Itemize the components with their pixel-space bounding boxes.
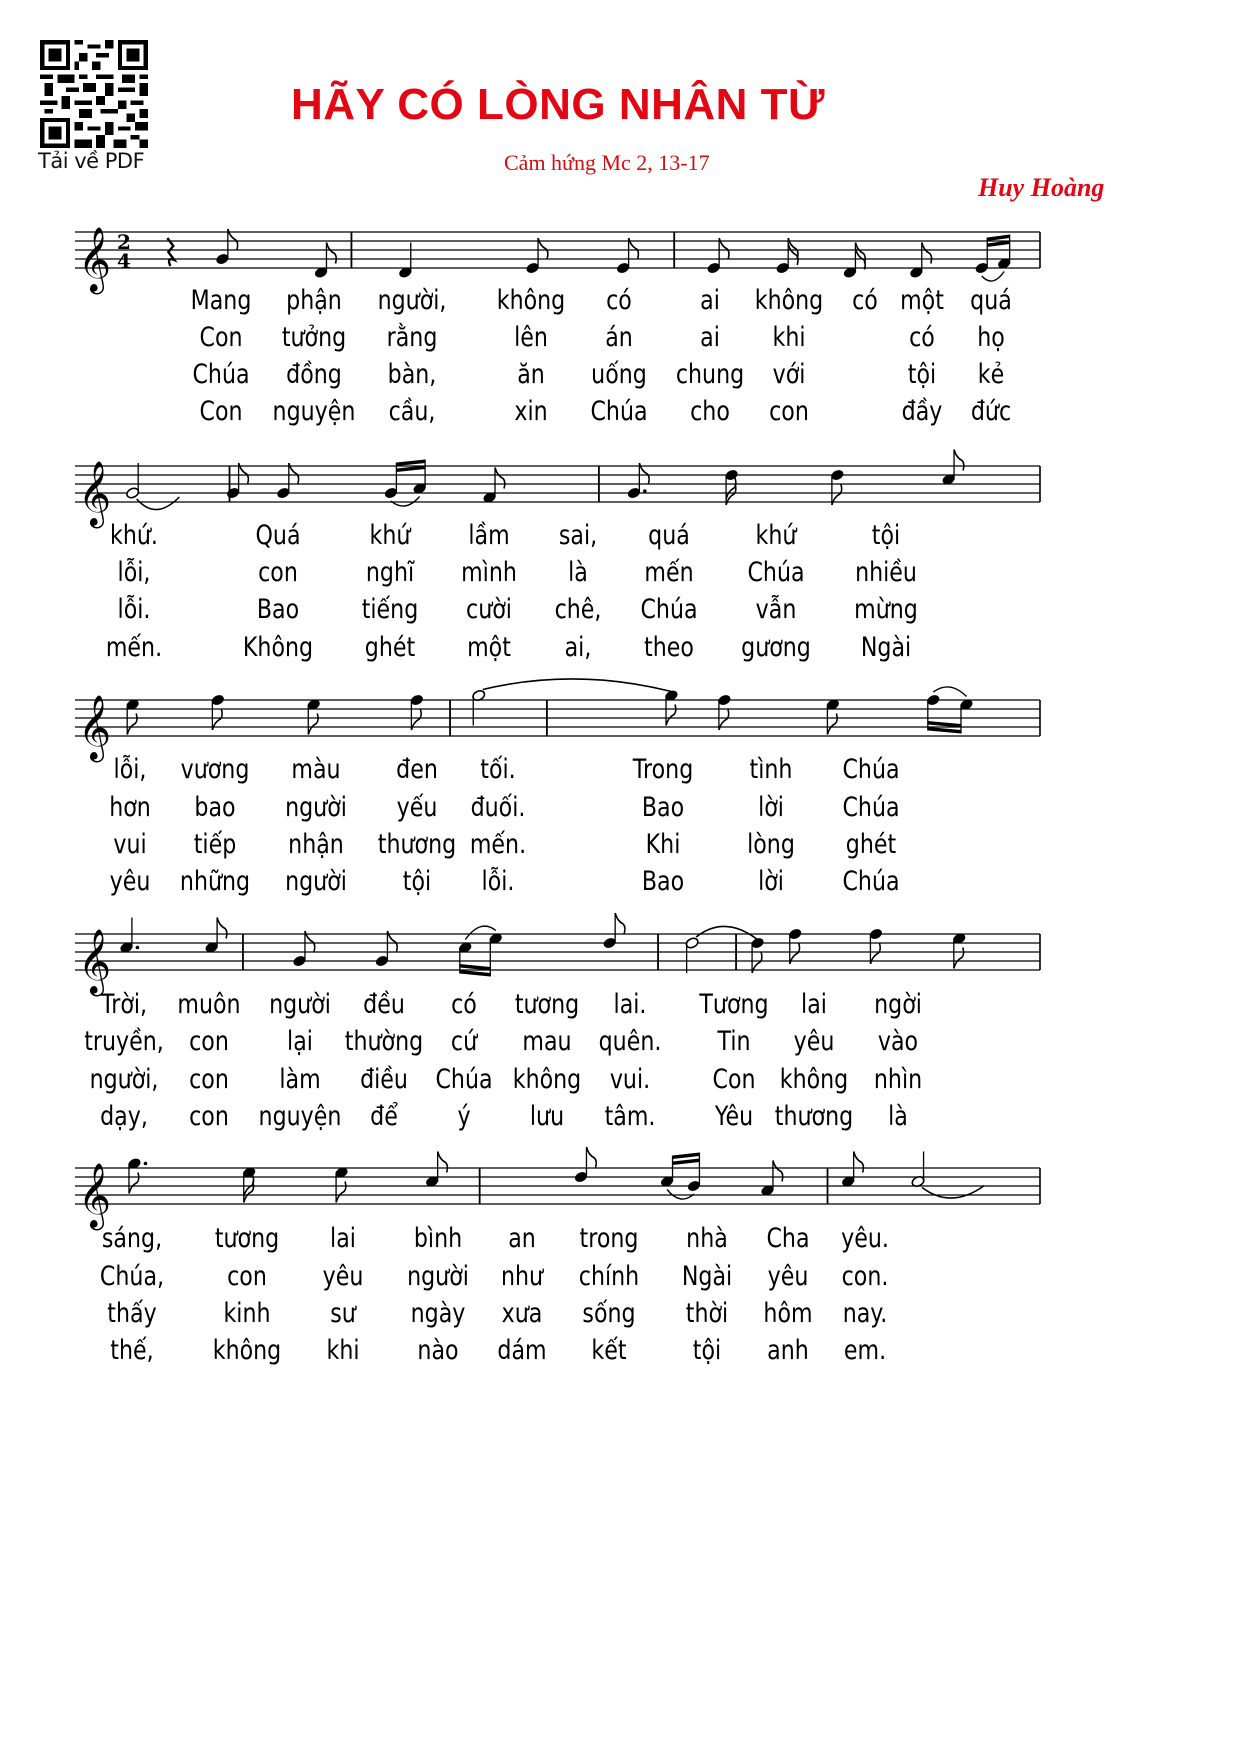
lyric-syllable: con [769, 396, 809, 427]
lyric-syllable: tâm. [604, 1101, 656, 1132]
lyric-syllable: Chúa, [99, 1261, 164, 1292]
lyric-syllable: Trong [632, 754, 693, 785]
lyric-syllable: Chúa [842, 866, 900, 897]
lyric-syllable: đầy [901, 396, 943, 427]
lyric-syllable: thấy [107, 1298, 157, 1329]
lyric-syllable: yếu [396, 792, 438, 823]
lyric-syllable: ai [700, 322, 720, 353]
lyric-syllable: màu [290, 754, 341, 785]
treble-clef-icon: 𝄞 [78, 461, 112, 526]
lyric-syllable: yêu. [841, 1223, 890, 1254]
lyric-syllable: mến. [469, 829, 526, 860]
lyric-syllable: bình [413, 1223, 462, 1254]
lyric-syllable: tối. [479, 754, 516, 785]
lyric-syllable: lên [513, 322, 548, 353]
lyric-syllable: quá [647, 520, 690, 551]
lyric-syllable: con [227, 1261, 268, 1292]
lyric-syllable: bàn, [388, 359, 437, 390]
lyric-syllable: ghét [364, 632, 416, 663]
lyric-syllable: chính [578, 1261, 639, 1292]
treble-clef-icon: 𝄞 [78, 227, 112, 292]
lyric-syllable: con. [841, 1261, 889, 1292]
lyric-syllable: con [189, 1101, 229, 1132]
lyric-syllable: người, [89, 1064, 159, 1095]
lyric-syllable: Con [199, 396, 243, 427]
lyric-syllable: có [852, 285, 879, 316]
lyric-syllable: đức [970, 396, 1011, 427]
lyric-syllable: ai [700, 285, 720, 316]
lyric-syllable: chê, [554, 594, 602, 625]
lyric-syllable: truyền, [83, 1026, 164, 1057]
lyric-syllable: phận [285, 285, 342, 316]
treble-clef-icon: 𝄞 [78, 695, 112, 760]
lyric-syllable: không [754, 285, 824, 316]
lyric-syllable: nhìn [874, 1064, 923, 1095]
lyric-syllable: Bao [256, 594, 300, 625]
lyric-syllable: sai, [559, 520, 598, 551]
lyric-syllable: khứ [369, 520, 411, 551]
lyric-syllable: thời [686, 1298, 729, 1329]
lyric-syllable: con [258, 557, 298, 588]
song-title: HÃY CÓ LÒNG NHÂN TỪ [290, 80, 826, 129]
lyric-syllable: vui. [610, 1064, 651, 1095]
download-pdf-label[interactable]: Tải về PDF [38, 149, 145, 173]
lyric-syllable: lưu [529, 1101, 565, 1132]
lyric-syllable: những [180, 866, 251, 897]
lyric-syllable: con [189, 1026, 229, 1057]
lyric-syllable: xin [514, 396, 548, 427]
lyric-syllable: nhà [686, 1223, 729, 1254]
lyric-syllable: Con [199, 322, 243, 353]
lyric-syllable: người [284, 792, 347, 823]
lyric-syllable: Chúa [590, 396, 648, 427]
lyric-syllable: Ngài [682, 1261, 733, 1292]
lyric-syllable: Bao [641, 792, 684, 823]
lyric-syllable: ghét [846, 829, 897, 860]
lyric-syllable: yêu [109, 866, 151, 897]
lyric-syllable: hơn [109, 792, 151, 823]
lyric-syllable: mến. [106, 632, 163, 663]
lyric-syllable: dạy, [99, 1101, 148, 1132]
lyric-syllable: lỗi. [118, 594, 151, 625]
lyric-syllable: vui [113, 829, 147, 860]
lyric-syllable: kinh [223, 1298, 271, 1329]
lyric-syllable: án [604, 322, 633, 353]
lyric-syllable: trong [579, 1223, 639, 1254]
lyric-syllable: Con [712, 1064, 756, 1095]
lyric-syllable: đồng [285, 359, 342, 390]
lyric-syllable: Khi [645, 829, 680, 860]
lyric-syllable: thường [344, 1026, 423, 1057]
lyric-syllable: khi [772, 322, 806, 353]
lyric-syllable: quên. [598, 1026, 662, 1057]
lyric-syllable: nghĩ [365, 557, 415, 588]
lyric-syllable: muôn [177, 989, 241, 1020]
lyric-syllable: một [466, 632, 511, 663]
lyric-syllable: không [496, 285, 565, 316]
lyric-syllable: lai [801, 989, 828, 1020]
lyric-syllable: mau [522, 1026, 572, 1057]
lyric-syllable: lỗi, [113, 754, 147, 785]
lyric-syllable: người [284, 866, 347, 897]
lyric-syllable: khi [326, 1335, 360, 1366]
time-signature-bottom: 4 [117, 249, 131, 273]
lyric-syllable: sư [330, 1298, 357, 1329]
lyric-syllable: uống [590, 359, 647, 390]
lyric-syllable: điều [359, 1064, 408, 1095]
lyric-syllable: Yêu [715, 1101, 754, 1132]
lyric-syllable: tiếp [193, 829, 237, 860]
lyric-syllable: hôm [763, 1298, 813, 1329]
lyric-syllable: người [269, 989, 332, 1020]
lyric-syllable: Chúa [640, 594, 698, 625]
lyric-syllable: vẫn [756, 594, 797, 625]
lyric-syllable: đen [396, 754, 438, 785]
lyric-syllable: kết [591, 1335, 627, 1366]
lyric-syllable: Chúa [842, 754, 900, 785]
lyric-syllable: ngời [874, 989, 923, 1020]
lyric-syllable: quá [969, 285, 1012, 316]
lyric-syllable: anh [767, 1335, 809, 1366]
lyric-syllable: Bao [641, 866, 684, 897]
lyric-syllable: ý [457, 1101, 471, 1132]
lyric-syllable: xưa [501, 1298, 543, 1329]
lyric-syllable: ăn [516, 359, 545, 390]
lyric-syllable: với [772, 359, 806, 390]
lyric-syllable: lai. [613, 989, 647, 1020]
lyric-syllable: có [605, 285, 632, 316]
lyric-syllable: nhận [287, 829, 344, 860]
lyric-syllable: thương [377, 829, 457, 860]
lyric-syllable: tội [907, 359, 936, 390]
lyric-syllable: là [888, 1101, 909, 1132]
time-signature-top: 2 [117, 230, 131, 254]
lyric-syllable: lỗi. [481, 866, 515, 897]
lyric-syllable: vào [878, 1026, 919, 1057]
lyric-syllable: tội [402, 866, 432, 897]
lyric-syllable: Tương [699, 989, 769, 1020]
treble-clef-icon: 𝄞 [78, 929, 112, 994]
lyric-syllable: cứ [451, 1026, 478, 1057]
lyric-syllable: ngày [410, 1298, 465, 1329]
lyric-syllable: như [500, 1261, 543, 1292]
lyric-syllable: mừng [853, 594, 918, 625]
lyric-syllable: thương [774, 1101, 854, 1132]
lyric-syllable: lầm [467, 520, 510, 551]
lyric-syllable: làm [279, 1064, 321, 1095]
lyric-syllable: mến [644, 557, 694, 588]
lyric-syllable: Chúa [842, 792, 900, 823]
lyric-syllable: ai, [564, 632, 592, 663]
lyric-syllable: Trời, [100, 989, 147, 1020]
lyric-syllable: mình [460, 557, 517, 588]
lyric-syllable: tiếng [361, 594, 419, 625]
lyric-syllable: Ngài [860, 632, 911, 663]
treble-clef-icon: 𝄞 [78, 1163, 112, 1228]
lyric-syllable: một [899, 285, 944, 316]
lyric-syllable: nguyện [272, 396, 356, 427]
lyric-syllable: theo [643, 632, 694, 663]
lyric-syllable: không [512, 1064, 582, 1095]
lyric-syllable: Quá [255, 520, 301, 551]
lyric-syllable: Chúa [192, 359, 250, 390]
lyric-syllable: lai [330, 1223, 357, 1254]
composer-name: Huy Hoàng [978, 173, 1105, 202]
lyric-syllable: yêu [793, 1026, 835, 1057]
lyric-syllable: nào [416, 1335, 459, 1366]
lyric-syllable: bao [194, 792, 236, 823]
lyric-syllable: Mang [190, 285, 251, 316]
lyric-syllable: thế, [110, 1335, 154, 1366]
lyric-syllable: có [908, 322, 935, 353]
lyric-syllable: người [406, 1261, 469, 1292]
lyric-syllable: lòng [747, 829, 795, 860]
lyric-syllable: cười [465, 594, 512, 625]
lyric-syllable: tình [749, 754, 793, 785]
lyric-syllable: Không [242, 632, 314, 663]
lyric-syllable: Cha [766, 1223, 810, 1254]
lyric-syllable: sống [582, 1298, 636, 1329]
lyric-syllable: Chúa [747, 557, 805, 588]
lyric-syllable: vương [180, 754, 250, 785]
lyric-syllable: lời [758, 866, 784, 897]
lyric-syllable: nguyện [258, 1101, 342, 1132]
lyric-syllable: lời [758, 792, 784, 823]
lyric-syllable: lại [287, 1026, 314, 1057]
lyric-syllable: rằng [387, 322, 438, 353]
lyric-syllable: không [213, 1335, 282, 1366]
lyric-syllable: người, [377, 285, 447, 316]
lyric-syllable: nay. [842, 1298, 888, 1329]
lyric-syllable: em. [844, 1335, 887, 1366]
lyric-syllable: kẻ [977, 359, 1004, 390]
lyric-syllable: cho [690, 396, 730, 427]
lyric-syllable: an [507, 1223, 536, 1254]
lyric-syllable: là [568, 557, 589, 588]
lyric-syllable: để [369, 1101, 398, 1132]
tie [922, 1186, 984, 1199]
lyric-syllable: đuối. [470, 792, 525, 823]
lyric-syllable: tội [871, 520, 900, 551]
lyric-syllable: có [451, 989, 478, 1020]
lyric-syllable: tương [514, 989, 580, 1020]
lyric-syllable: đều [362, 989, 405, 1020]
slur [667, 1190, 694, 1200]
lyric-syllable: tội [693, 1335, 722, 1366]
lyric-syllable: Chúa [435, 1064, 493, 1095]
lyric-syllable: lỗi, [118, 557, 151, 588]
lyric-syllable: yêu [322, 1261, 364, 1292]
lyric-syllable: nhiều [854, 557, 917, 588]
lyric-syllable: yêu [767, 1261, 809, 1292]
lyric-syllable: chung [675, 359, 745, 390]
lyric-syllable: cầu, [388, 396, 436, 427]
lyric-syllable: không [779, 1064, 849, 1095]
lyric-syllable: khứ [755, 520, 797, 551]
lyric-syllable: con [189, 1064, 229, 1095]
lyric-syllable: gương [741, 632, 812, 663]
lyric-syllable: sáng, [101, 1223, 162, 1254]
lyric-syllable: dám [497, 1335, 547, 1366]
lyric-syllable: Tin [717, 1026, 751, 1057]
lyric-syllable: họ [976, 322, 1005, 353]
lyric-syllable: tương [215, 1223, 280, 1254]
song-subtitle: Cảm hứng Mc 2, 13-17 [504, 150, 710, 175]
lyric-syllable: tưởng [281, 322, 346, 353]
lyric-syllable: khứ. [110, 520, 159, 551]
